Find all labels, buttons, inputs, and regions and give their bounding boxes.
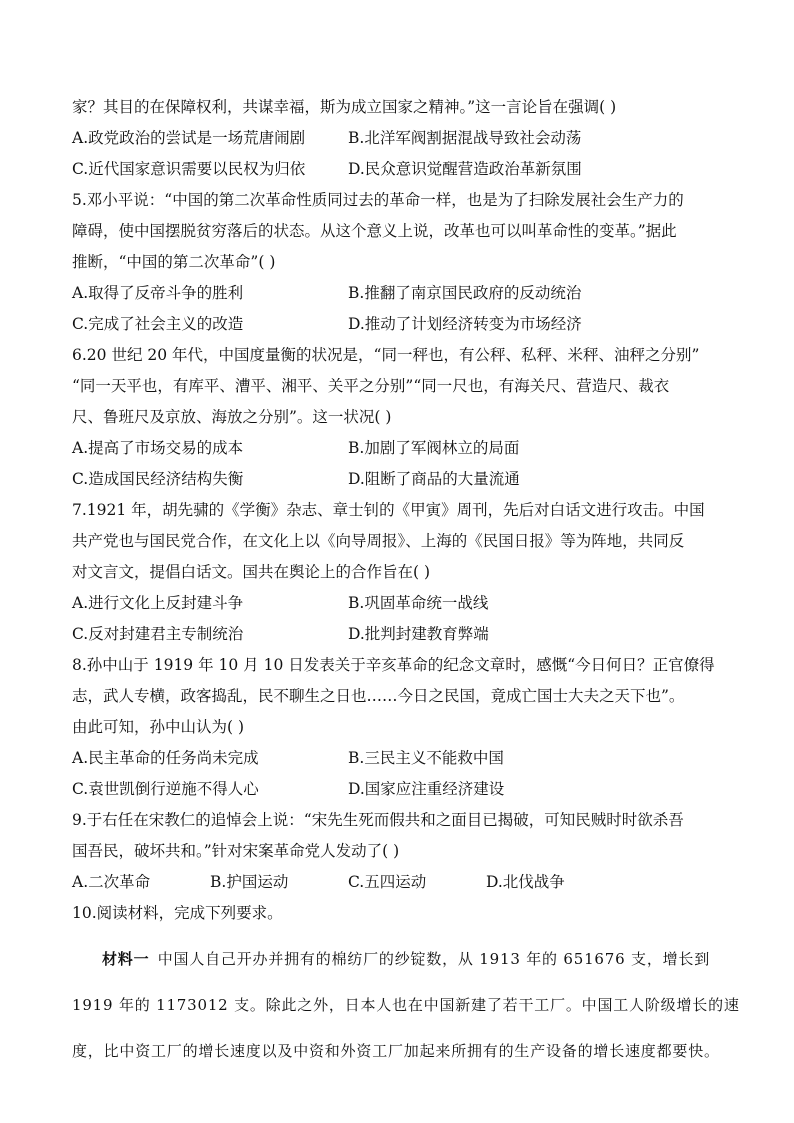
question-5-option-c[interactable]: C.完成了社会主义的改造 bbox=[72, 315, 244, 333]
question-10 bbox=[72, 898, 742, 1067]
page-content bbox=[72, 92, 742, 1082]
question-6-options-row bbox=[72, 464, 742, 495]
question-7-option-c[interactable]: C.反对封建君主专制统治 bbox=[72, 625, 244, 643]
question-9-option-a[interactable]: A.二次革命 bbox=[72, 873, 151, 891]
question-6-stem-line: 6.20 世纪 20 年代，中国度量衡的状况是，“同一秤也，有公秤、私秤、米秤、油秤之分别” bbox=[72, 346, 700, 364]
question-6-options-row bbox=[72, 433, 742, 464]
question-7-option-d[interactable]: D.批判封建教育弊端 bbox=[348, 625, 489, 643]
question-7-options-row bbox=[72, 619, 742, 650]
question-4-options-row bbox=[72, 123, 742, 154]
question-5 bbox=[72, 185, 742, 340]
question-9-options-row bbox=[72, 867, 742, 898]
question-5-option-d[interactable]: D.推动了计划经济转变为市场经济 bbox=[348, 315, 582, 333]
question-4-option-b[interactable]: B.北洋军阀割据混战导致社会动荡 bbox=[348, 129, 582, 147]
material-one-label: 材料一 bbox=[102, 950, 150, 968]
question-4-option-c[interactable]: C.近代国家意识需要以民权为归依 bbox=[72, 160, 306, 178]
question-8-options-row bbox=[72, 774, 742, 805]
question-8-option-d[interactable]: D.国家应注重经济建设 bbox=[348, 780, 505, 798]
question-7-option-b[interactable]: B.巩固革命统一战线 bbox=[348, 594, 489, 612]
question-5-stem-line: 障碍，使中国摆脱贫穷落后的状态。从这个意义上说，改革也可以叫革命性的变革。”据此 bbox=[72, 222, 677, 240]
question-4-options-row bbox=[72, 154, 742, 185]
question-6-option-b[interactable]: B.加剧了军阀林立的局面 bbox=[348, 439, 520, 457]
question-6-option-d[interactable]: D.阻断了商品的大量流通 bbox=[348, 470, 520, 488]
question-9-option-b[interactable]: B.护国运动 bbox=[210, 873, 289, 891]
question-4 bbox=[72, 92, 742, 185]
question-5-stem-line: 推断，“中国的第二次革命”( ) bbox=[72, 253, 276, 271]
question-6-option-c[interactable]: C.造成国民经济结构失衡 bbox=[72, 470, 244, 488]
question-7-stem-line: 共产党也与国民党合作，在文化上以《向导周报》、上海的《民国日报》等为阵地，共同反 bbox=[72, 532, 685, 550]
question-10-stem: 10.阅读材料，完成下列要求。 bbox=[72, 904, 283, 922]
question-7-options-row bbox=[72, 588, 742, 619]
question-6-stem-line: “同一天平也，有库平、漕平、湘平、关平之分别”“同一尺也，有海关尺、营造尺、裁衣 bbox=[72, 377, 670, 395]
question-9-stem-line: 9.于右任在宋教仁的追悼会上说：“宋先生死而假共和之面目已揭破，可知民贼时时欲杀吾 bbox=[72, 811, 684, 829]
question-7 bbox=[72, 495, 742, 650]
question-6-stem-line: 尺、鲁班尺及京放、海放之分别”。这一状况( ) bbox=[72, 408, 392, 426]
question-8-option-b[interactable]: B.三民主义不能救中国 bbox=[348, 749, 504, 767]
question-5-options-row bbox=[72, 278, 742, 309]
question-8-stem-line: 8.孙中山于 1919 年 10 月 10 日发表关于辛亥革命的纪念文章时，感慨“今日何日？正官僚得 bbox=[72, 656, 715, 674]
material-one-line bbox=[72, 944, 742, 975]
question-4-option-a[interactable]: A.政党政治的尝试是一场荒唐闹剧 bbox=[72, 129, 306, 147]
question-9-option-d[interactable]: D.北伐战争 bbox=[486, 873, 565, 891]
question-9 bbox=[72, 805, 742, 898]
material-one-text: 中国人自己开办并拥有的棉纺厂的纱锭数，从 1913 年的 651676 支，增长到 bbox=[157, 950, 711, 968]
question-8 bbox=[72, 650, 742, 805]
question-8-option-a[interactable]: A.民主革命的任务尚未完成 bbox=[72, 749, 259, 767]
question-7-stem-line: 7.1921 年，胡先骕的《学衡》杂志、章士钊的《甲寅》周刊，先后对白话文进行攻击。中国 bbox=[72, 501, 705, 519]
question-8-stem-line: 志，武人专横，政客捣乱，民不聊生之日也……今日之民国，竟成亡国士大夫之天下也”。 bbox=[72, 687, 685, 705]
question-5-option-a[interactable]: A.取得了反帝斗争的胜利 bbox=[72, 284, 244, 302]
question-4-option-d[interactable]: D.民众意识觉醒营造政治革新氛围 bbox=[348, 160, 582, 178]
material-one bbox=[72, 944, 742, 1067]
question-7-option-a[interactable]: A.进行文化上反封建斗争 bbox=[72, 594, 244, 612]
question-8-options-row bbox=[72, 743, 742, 774]
material-one-line: 度，比中资工厂的增长速度以及中资和外资工厂加起来所拥有的生产设备的增长速度都要快。 bbox=[72, 1042, 720, 1060]
question-9-stem-line: 国吾民，破坏共和。”针对宋案革命党人发动了( ) bbox=[72, 842, 400, 860]
question-9-option-c[interactable]: C.五四运动 bbox=[348, 873, 427, 891]
question-5-stem-line: 5.邓小平说：“中国的第二次革命性质同过去的革命一样，也是为了扫除发展社会生产力的 bbox=[72, 191, 684, 209]
question-6 bbox=[72, 340, 742, 495]
material-one-line: 1919 年的 1173012 支。除此之外，日本人也在中国新建了若干工厂。中国工人阶级增长的速 bbox=[72, 996, 740, 1014]
question-6-option-a[interactable]: A.提高了市场交易的成本 bbox=[72, 439, 244, 457]
question-7-stem-line: 对文言文，提倡白话文。国共在舆论上的合作旨在( ) bbox=[72, 563, 431, 581]
question-8-stem-line: 由此可知，孙中山认为( ) bbox=[72, 718, 245, 736]
question-5-option-b[interactable]: B.推翻了南京国民政府的反动统治 bbox=[348, 284, 582, 302]
question-4-stem-line: 家？其目的在保障权利，共谋幸福，斯为成立国家之精神。”这一言论旨在强调( ) bbox=[72, 98, 617, 116]
question-5-options-row bbox=[72, 309, 742, 340]
question-8-option-c[interactable]: C.袁世凯倒行逆施不得人心 bbox=[72, 780, 259, 798]
